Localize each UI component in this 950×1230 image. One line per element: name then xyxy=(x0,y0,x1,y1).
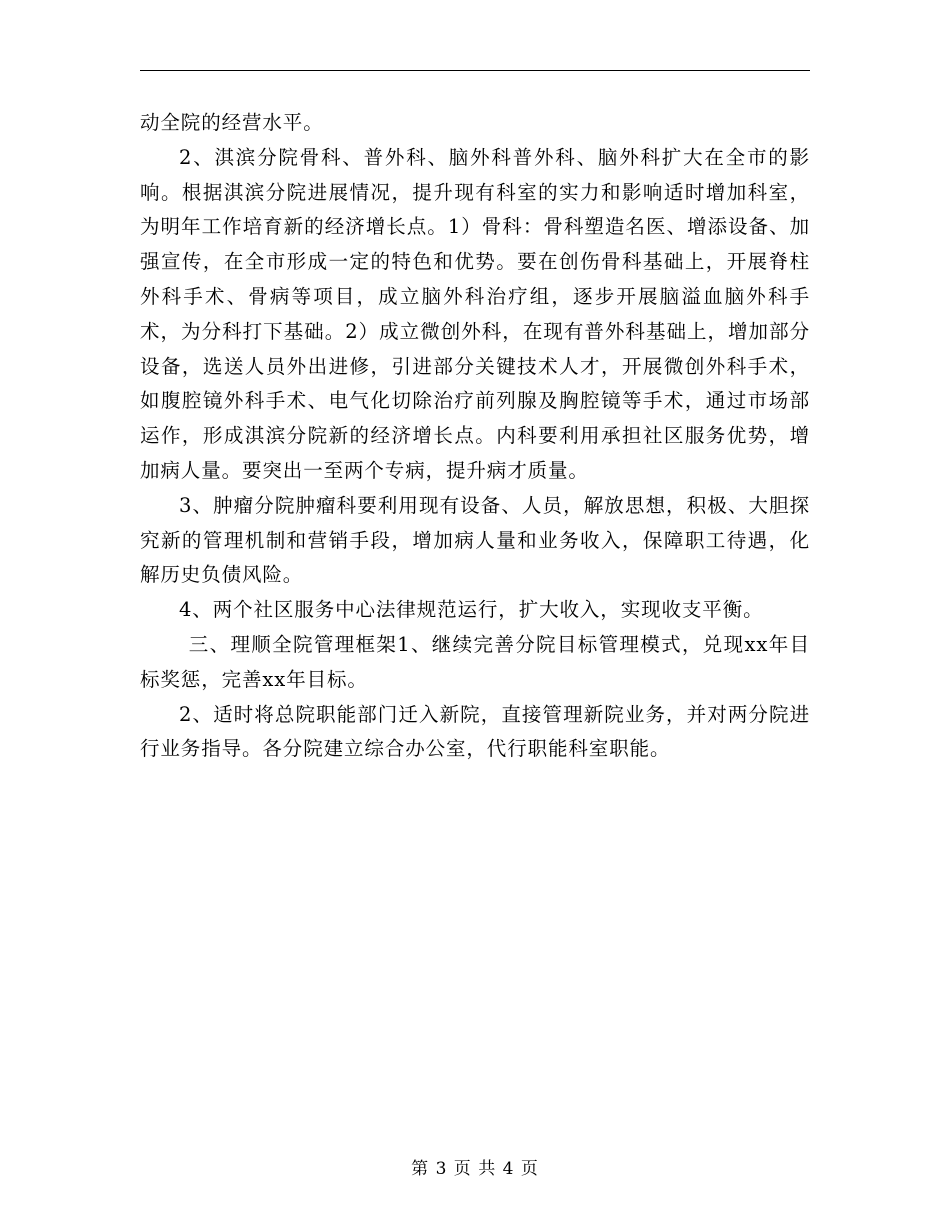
paragraph-continuation: 动全院的经营水平。 xyxy=(140,111,324,134)
paragraph-tumor-branch: 3、肿瘤分院肿瘤科要利用现有设备、人员，解放思想，积极、大胆探究新的管理机制和营销手段，增加病人量和业务收入，保障职工待遇，化解历史负债风险。 xyxy=(140,493,810,587)
document-body xyxy=(140,106,810,767)
page-number: 第 3 页 共 4 页 xyxy=(411,1159,539,1179)
paragraph-functional-departments: 2、适时将总院职能部门迁入新院，直接管理新院业务，并对两分院进行业务指导。各分院建立综合办公室，代行职能科室职能。 xyxy=(140,702,810,761)
header-rule xyxy=(140,70,810,71)
paragraph-community-centers: 4、两个社区服务中心法律规范运行，扩大收入，实现收支平衡。 xyxy=(179,598,764,622)
paragraph-qibin-branch: 2、淇滨分院骨科、普外科、脑外科普外科、脑外科扩大在全市的影响。根据淇滨分院进展情况，提升现有科室的实力和影响适时增加科室，为明年工作培育新的经济增长点。1）骨科：骨科塑造名医、增添设备、加强宣传，在全市形成一定的特色和优势。要在创伤骨科基础上，开展脊柱外科手术、骨病等项目，成立脑外科治疗组，逐步开展脑溢血脑外科手术，为分科打下基础。2）成立微创外科，在现有普外科基础上，增加部分设备，选送人员外出进修，引进部分关键技术人才，开展微创外科手术，如腹腔镜外科手术、电气化切除治疗前列腺及胸腔镜等手术，通过市场部运作，形成淇滨分院新的经济增长点。内科要利用承担社区服务优势，增加病人量。要突出一至两个专病，提升病才质量。 xyxy=(140,145,810,482)
paragraph-management-framework: 三、理顺全院管理框架1、继续完善分院目标管理模式，兑现xx年目标奖惩，完善xx年目标。 xyxy=(140,632,810,691)
